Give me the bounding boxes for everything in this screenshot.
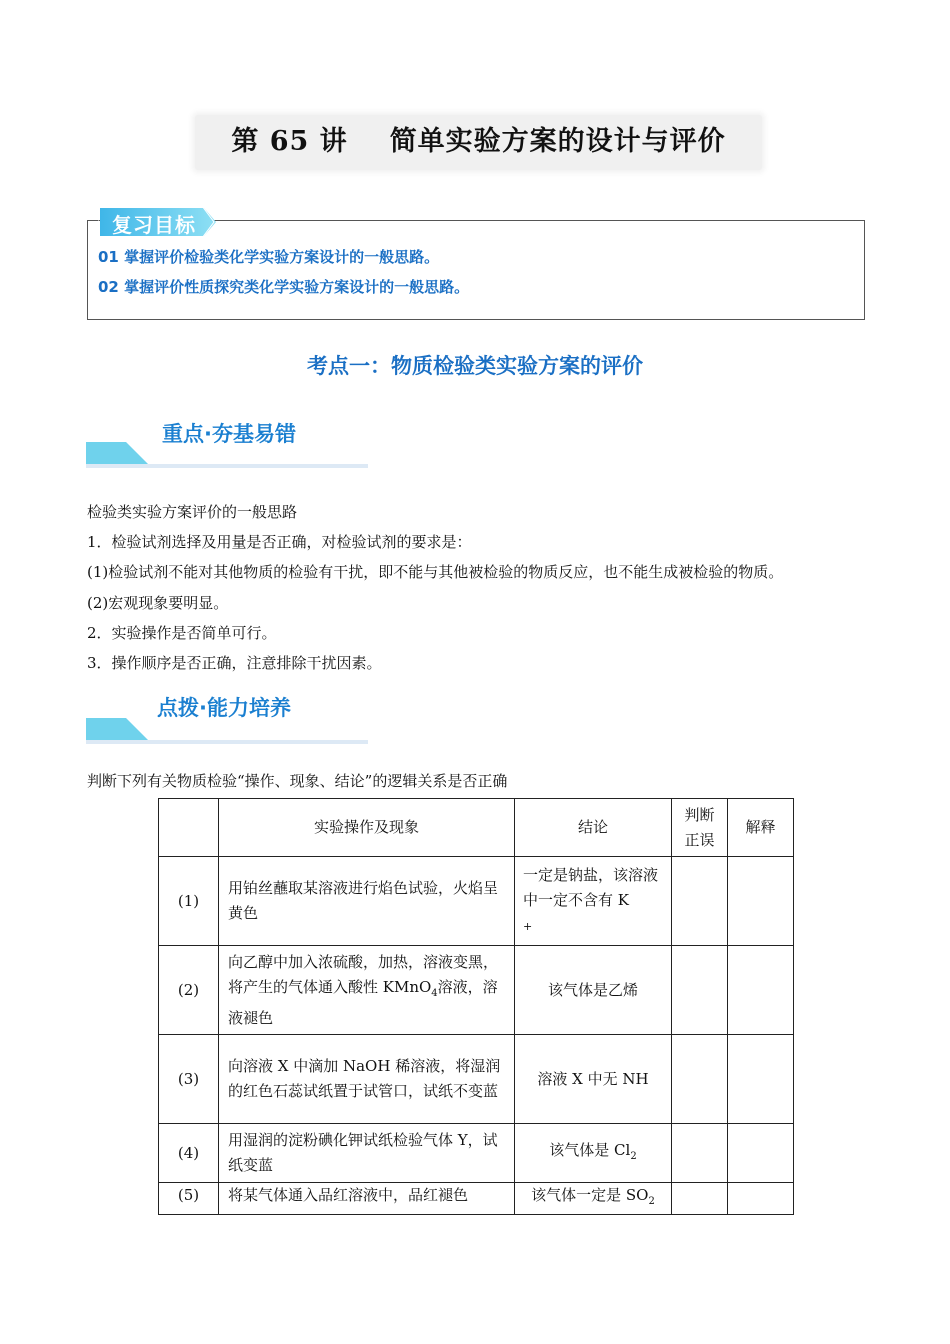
header-operation: 实验操作及现象 bbox=[219, 799, 515, 857]
page-title bbox=[195, 118, 762, 166]
conclusion-subscript: 2 bbox=[648, 1196, 655, 1207]
conclusion-text: 该气体是 Cl bbox=[549, 1140, 631, 1159]
paragraph-point-3: 3．操作顺序是否正确，注意排除干扰因素。 bbox=[87, 654, 382, 672]
badge-key-points-label: 重点·夯基易错 bbox=[162, 422, 296, 446]
row-number: (2) bbox=[159, 946, 219, 1035]
row-number: (4) bbox=[159, 1124, 219, 1183]
row-judge-cell[interactable] bbox=[672, 1035, 728, 1124]
row-explain-cell[interactable] bbox=[728, 857, 794, 946]
review-goals-label: 复习目标 bbox=[112, 213, 196, 237]
badge-underline bbox=[86, 740, 368, 744]
row-explain-cell[interactable] bbox=[728, 946, 794, 1035]
row-explain-cell[interactable] bbox=[728, 1183, 794, 1215]
row-conclusion bbox=[515, 857, 672, 946]
section-title: 考点一：物质检验类实验方案的评价 bbox=[307, 354, 643, 378]
row-explain-cell[interactable] bbox=[728, 1035, 794, 1124]
lecture-number: 第 65 讲 bbox=[231, 126, 348, 157]
row-conclusion bbox=[515, 1124, 672, 1183]
operation-subscript: 4 bbox=[431, 987, 438, 999]
badge-underline bbox=[86, 464, 368, 468]
table-row bbox=[159, 1035, 794, 1124]
header-judge bbox=[672, 799, 728, 857]
conclusion-superscript: + bbox=[523, 920, 533, 933]
review-goals-tag bbox=[98, 206, 218, 238]
header-conclusion: 结论 bbox=[515, 799, 672, 857]
header-judge-line-2: 正误 bbox=[684, 830, 715, 849]
header-judge-line-1: 判断 bbox=[684, 805, 715, 824]
operation-text-a: 向乙醇中加入浓硫酸，加热，溶液变黑，将产生的气体通入酸性 KMnO bbox=[228, 952, 499, 996]
table-intro: 判断下列有关物质检验“操作、现象、结论”的逻辑关系是否正确 bbox=[87, 772, 508, 790]
operation-text-b: 溶液，溶液褪色 bbox=[228, 977, 498, 1027]
table-row bbox=[159, 1183, 794, 1215]
header-explain: 解释 bbox=[728, 799, 794, 857]
row-number: (1) bbox=[159, 857, 219, 946]
goal-item-2: 02 掌握评价性质探究类化学实验方案设计的一般思路。 bbox=[98, 278, 470, 296]
goal-item-1: 01 掌握评价检验类化学实验方案设计的一般思路。 bbox=[98, 248, 440, 266]
badge-skills-label: 点拨·能力培养 bbox=[157, 696, 291, 720]
row-operation: 将某气体通入品红溶液中，品红褪色 bbox=[219, 1183, 515, 1215]
conclusion-subscript: 2 bbox=[630, 1150, 637, 1162]
table-row bbox=[159, 1124, 794, 1183]
table-row bbox=[159, 946, 794, 1035]
conclusion-text: 一定是钠盐，该溶液中一定不含有 K bbox=[523, 866, 659, 909]
lecture-topic: 简单实验方案的设计与评价 bbox=[389, 126, 726, 157]
row-operation: 向溶液 X 中滴加 NaOH 稀溶液，将湿润的红色石蕊试纸置于试管口，试纸不变蓝 bbox=[219, 1035, 515, 1124]
row-conclusion: 溶液 X 中无 NH bbox=[515, 1035, 672, 1124]
paragraph-point-1: 1．检验试剂选择及用量是否正确，对检验试剂的要求是： bbox=[87, 533, 472, 551]
badge-decoration-icon bbox=[86, 438, 156, 464]
header-num bbox=[159, 799, 219, 857]
table-header-row bbox=[159, 799, 794, 857]
row-operation: 用湿润的淀粉碘化钾试纸检验气体 Y，试纸变蓝 bbox=[219, 1124, 515, 1183]
paragraph-point-1-1: (1)检验试剂不能对其他物质的检验有干扰，即不能与其他被检验的物质反应，也不能生成被检验的物质。 bbox=[87, 563, 784, 581]
row-operation bbox=[219, 946, 515, 1035]
row-explain-cell[interactable] bbox=[728, 1124, 794, 1183]
row-judge-cell[interactable] bbox=[672, 1183, 728, 1215]
row-number: (3) bbox=[159, 1035, 219, 1124]
row-number: (5) bbox=[159, 1183, 219, 1215]
paragraph-point-2: 2．实验操作是否简单可行。 bbox=[87, 624, 277, 642]
row-conclusion bbox=[515, 1183, 672, 1215]
row-judge-cell[interactable] bbox=[672, 946, 728, 1035]
row-operation: 用铂丝蘸取某溶液进行焰色试验，火焰呈黄色 bbox=[219, 857, 515, 946]
paragraph-intro: 检验类实验方案评价的一般思路 bbox=[87, 503, 298, 521]
conclusion-text: 该气体一定是 SO bbox=[531, 1186, 649, 1204]
badge-decoration-icon bbox=[86, 714, 156, 740]
judgement-table bbox=[158, 798, 794, 1215]
row-conclusion: 该气体是乙烯 bbox=[515, 946, 672, 1035]
row-judge-cell[interactable] bbox=[672, 857, 728, 946]
table-row bbox=[159, 857, 794, 946]
paragraph-point-1-2: (2)宏观现象要明显。 bbox=[87, 594, 229, 612]
row-judge-cell[interactable] bbox=[672, 1124, 728, 1183]
